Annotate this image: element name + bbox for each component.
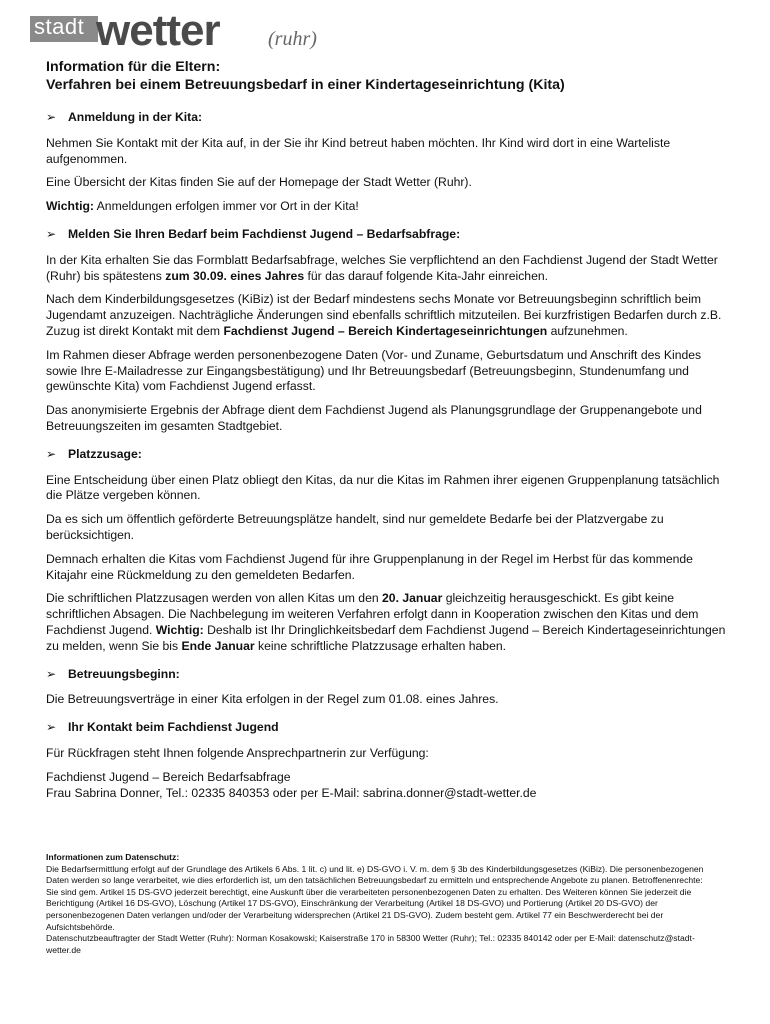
privacy-text-basis: Die Bedarfsermittlung erfolgt auf der Grundlage des Artikels 6 Abs. 1 lit. c) und lit. e) DS-GVO i. V. m. dem § 3b des Kinderbildungsgesetzes (KiBiz). Die personenbezogenen Daten werden so lange verarbeitet, wie dies erforderlich ist, um den tatsächlichen Betreuungsbedarf zu ermitteln und entsprechende Angebote zu planen. Betroffenenrechte: (46, 863, 704, 886)
contact-person: Frau Sabrina Donner, Tel.: 02335 840353 oder per E-Mail: sabrina.donner@stadt-wetter.de (46, 785, 537, 800)
logo-ruhr: (ruhr) (268, 28, 317, 50)
bold-text: Wichtig: (155, 622, 204, 637)
text: Die schriftlichen Platzzusagen werden von allen Kitas um den (46, 591, 383, 606)
section-heading-anmeldung (46, 110, 726, 126)
privacy-title: Informationen zum Datenschutz: (46, 852, 180, 862)
privacy-notice (46, 852, 726, 956)
page-title (46, 58, 726, 94)
paragraph: Nehmen Sie Kontakt mit der Kita auf, in der Sie ihr Kind betreut haben möchten. Ihr Kind wird dort in eine Warteliste aufgenommen. (46, 135, 671, 166)
bold-text: 20. Januar (382, 591, 443, 606)
text: Anmeldungen erfolgen immer vor Ort in der Kita! (93, 199, 359, 214)
section-heading-platzzusage (46, 447, 726, 463)
paragraph: Da es sich um öffentlich geförderte Betreuungsplätze handelt, sind nur gemeldete Bedarfe bei der Platzvergabe zu berücksichtigen. (46, 512, 664, 542)
stadt-wetter-logo (30, 6, 320, 55)
section-heading-kontakt (46, 720, 726, 736)
paragraph (46, 199, 726, 215)
section-heading-betreuungsbeginn (46, 667, 726, 683)
text: Deshalb ist Ihr Dringlichkeitsbedarf dem Fachdienst Jugend – Bereich Kindertageseinrichtungen zu melden, wenn Sie bis (46, 622, 726, 653)
paragraph: Für Rückfragen steht Ihnen folgende Ansprechpartnerin zur Verfügung: (46, 745, 429, 760)
bold-text: Ende Januar (181, 638, 255, 653)
text: In der Kita erhalten Sie das Formblatt Bedarfsabfrage, welches Sie verpflichtend an den Fachdienst Jugend der Stadt Wetter (Ruhr) bis spätestens (46, 252, 718, 283)
bullet-arrow-icon: ➢ (46, 720, 57, 735)
title-line1: Information für die Eltern: (46, 59, 221, 75)
section-heading-text: Betreuungsbeginn: (68, 666, 180, 681)
section-heading-text: Platzzusage: (68, 446, 142, 461)
logo-stadt: stadt (34, 14, 85, 39)
paragraph (46, 253, 726, 285)
text: Nach dem Kinderbildungsgesetzes (KiBiz) ist der Bedarf mindestens sechs Monate vor Betreuungsbeginn schriftlich beim Jugendamt anzuzeigen. Nachträgliche Änderungen sind ebenfalls schriftlich mitzuteilen. Bei kurzfristigen Bedarfen durch z.B. Zuzug ist direkt Kontakt mit dem (46, 292, 722, 338)
section-heading-text: Melden Sie Ihren Bedarf beim Fachdienst Jugend – Bedarfsabfrage: (68, 226, 461, 241)
paragraph: Die Betreuungsverträge in einer Kita erfolgen in der Regel zum 01.08. eines Jahres. (46, 692, 499, 707)
paragraph: Im Rahmen dieser Abfrage werden personenbezogene Daten (Vor- und Zuname, Geburtsdatum und Anschrift des Kindes sowie Ihre E-Mailadresse zur Eingangsbestätigung) und Ihr Betreuungsbedarf (Betreuungsbeginn, Stundenumfang und gewünschte Kita) vom Fachdienst Jugend erfasst. (46, 347, 702, 394)
contact-department: Fachdienst Jugend – Bereich Bedarfsabfrage (46, 769, 291, 784)
bullet-arrow-icon: ➢ (46, 110, 57, 124)
contact-block (46, 770, 726, 802)
title-line2: Verfahren bei einem Betreuungsbedarf in einer Kindertageseinrichtung (Kita) (46, 77, 565, 93)
privacy-text-rights: Sie sind gem. Artikel 15 DS-GVO jederzeit berechtigt, eine Auskunft über die verarbeiteten personenbezogenen Daten zu erhalten. Des Weiteren können Sie jederzeit die Berichtigung (Artikel 16 DS-GVO), Löschung (Artikel 17 DS-GVO), Einschränkung der Verarbeitung (Artikel 18 DS-GVO) und Portierung (Artikel 20 DS-GVO) der personenbezogenen Daten verlangen und/oder der Verarbeitung widersprechen (Artikel 21 DS-GVO). Zudem besteht gem. Artikel 77 ein Beschwerderecht bei der Aufsichtsbehörde. (46, 886, 692, 932)
paragraph: Das anonymisierte Ergebnis der Abfrage dient dem Fachdienst Jugend als Planungsgrundlage der Gruppenangebote und Betreuungszeiten im gesamten Stadtgebiet. (46, 403, 702, 433)
logo-wetter: wetter (96, 6, 220, 55)
text: aufzunehmen. (547, 323, 628, 338)
paragraph: Eine Entscheidung über einen Platz obliegt den Kitas, da nur die Kitas im Rahmen ihrer eigenen Gruppenplanung tatsächlich die Plätze vergeben können. (46, 472, 720, 503)
bullet-arrow-icon: ➢ (46, 666, 57, 681)
paragraph (46, 591, 726, 654)
paragraph: Eine Übersicht der Kitas finden Sie auf der Homepage der Stadt Wetter (Ruhr). (46, 175, 472, 190)
paragraph (46, 292, 726, 339)
text: für das darauf folgende Kita-Jahr einreichen. (304, 268, 549, 283)
bold-text: Wichtig: (46, 199, 94, 214)
section-heading-text: Anmeldung in der Kita: (68, 110, 203, 124)
privacy-text-officer: Datenschutzbeauftragter der Stadt Wetter (Ruhr): Norman Kosakowski; Kaiserstraße 170 in 58300 Wetter (Ruhr); Tel.: 02335 840142 oder per E-Mail: datenschutz@stadt-wetter.de (46, 933, 695, 955)
section-heading-bedarf (46, 227, 726, 243)
text: keine schriftliche Platzzusage erhalten haben. (254, 638, 507, 653)
bold-text: zum 30.09. eines Jahres (165, 268, 305, 283)
section-heading-text: Ihr Kontakt beim Fachdienst Jugend (68, 720, 279, 735)
bullet-arrow-icon: ➢ (46, 226, 57, 241)
bold-text: Fachdienst Jugend – Bereich Kindertageseinrichtungen (223, 323, 548, 338)
text: gleichzeitig herausgeschickt. Es gibt keine schriftlichen Absagen. Die Nachbelegung im weiteren Verfahren erfolgt dann in Kooperation zwischen den Kitas und dem Fachdienst Jugend. (46, 591, 699, 637)
document-body (46, 58, 726, 809)
bullet-arrow-icon: ➢ (46, 446, 57, 461)
paragraph: Demnach erhalten die Kitas vom Fachdienst Jugend für ihre Gruppenplanung in der Regel im Herbst für das kommende Kitajahr eine Rückmeldung zu den gemeldeten Bedarfen. (46, 551, 693, 582)
